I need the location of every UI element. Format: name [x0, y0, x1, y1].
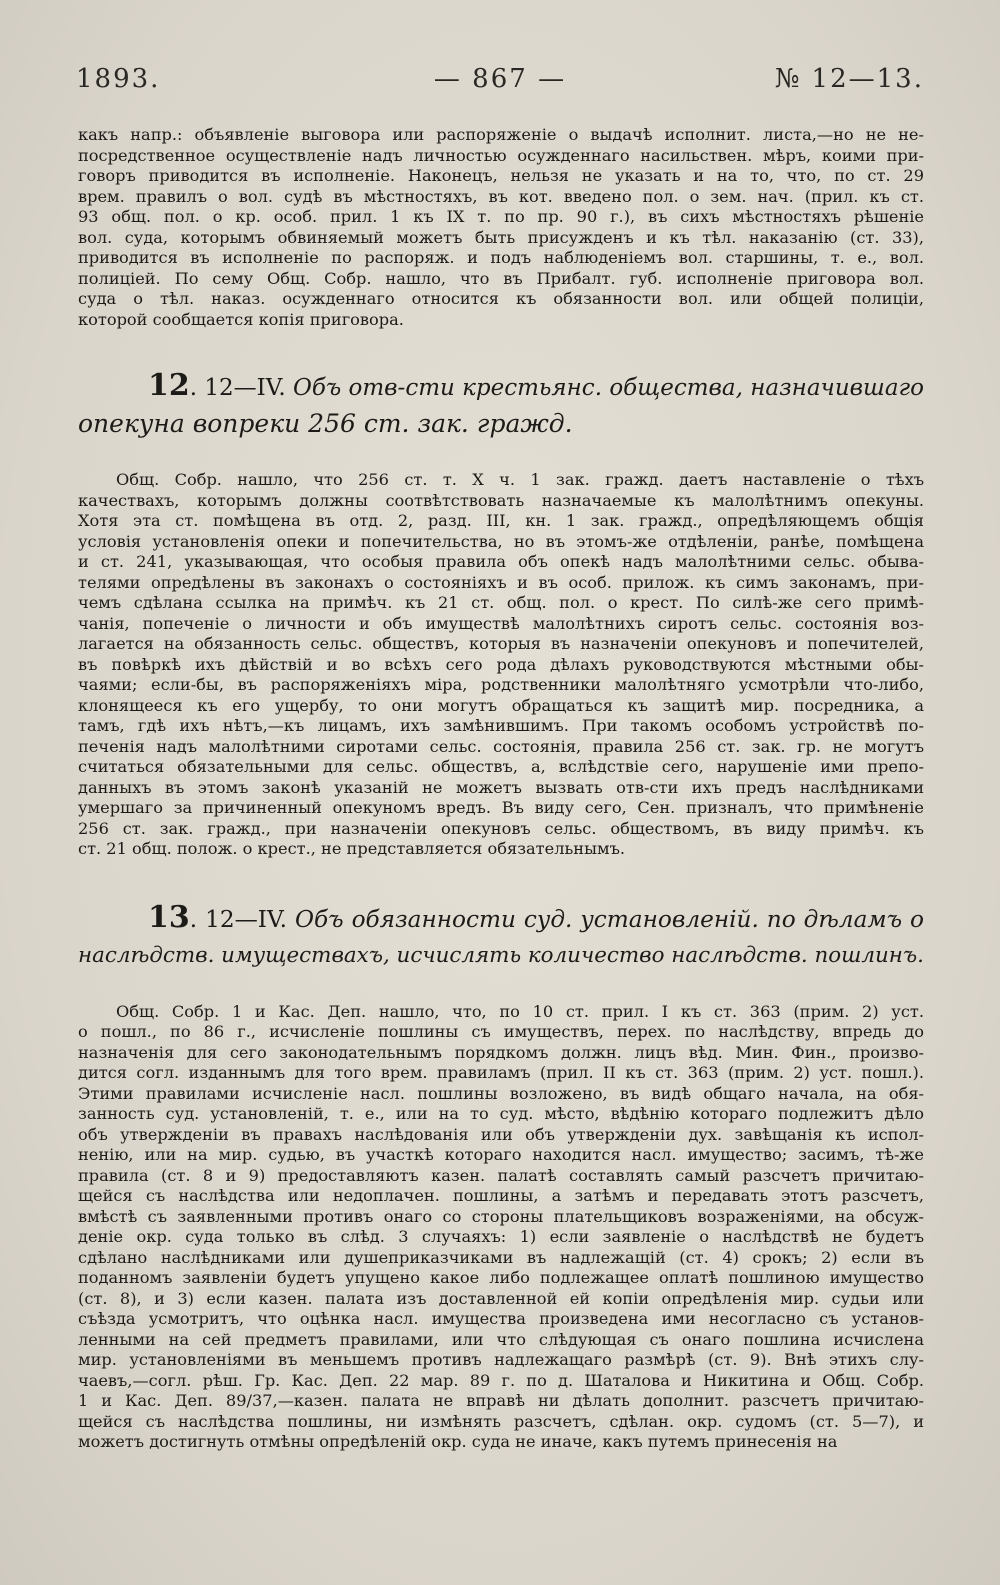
s13-line: поданномъ заявленіи будетъ упущено какое либо подлежащее оплатѣ пошлиною имущество: [78, 1268, 924, 1287]
section-12-title-1: Объ отв-сти крестьянс. общества, назначившаго: [292, 375, 925, 401]
page-header: [76, 64, 924, 104]
s13-line: правила (ст. 8 и 9) предоставляютъ казен. палатѣ составлять самый разсчетъ причитаю-: [78, 1165, 924, 1185]
section-13-date: . 12—IV.: [189, 905, 288, 933]
s12-line: данныхъ въ этомъ законѣ указаній не можетъ вызвать отв-сти ихъ предъ наслѣдниками: [78, 777, 924, 797]
intro-line: посредственное осуществленіе надъ личностью осужденнаго насильствен. мѣръ, коими при-: [78, 145, 924, 165]
s13-line: щейся съ наслѣдства или недоплачен. пошлины, а затѣмъ и передавать этотъ разсчетъ,: [78, 1186, 924, 1205]
section-12-heading-line-1: [78, 368, 924, 406]
section-13-heading: [78, 900, 924, 974]
intro-line: которой сообщается копія приговора.: [78, 309, 404, 329]
intro-line: суда о тѣл. наказ. осужденнаго относится къ обязанности вол. или общей полиціи,: [78, 289, 924, 308]
s12-line: въ повѣркѣ ихъ дѣйствій и во всѣхъ сего рода дѣлахъ руководствуются мѣстными обы-: [78, 654, 924, 674]
s13-line: занность суд. установленій, т. е., или на то суд. мѣсто, вѣдѣнію котораго подлежитъ дѣло: [78, 1104, 924, 1123]
section-12-title-2: опекуна вопреки 256 ст. зак. гражд.: [78, 409, 573, 438]
s13-line: сдѣлано наслѣдниками или душеприказчиками въ надлежащій (ст. 4) срокъ; 2) если въ: [78, 1247, 924, 1267]
section-12-body: [78, 470, 924, 860]
intro-line: 93 общ. пол. о кр. особ. прил. 1 къ IX т. по пр. 90 г.), въ сихъ мѣстностяхъ рѣшеніе: [78, 207, 924, 226]
s13-line: можетъ достигнуть отмѣны опредѣленій окр. суда не иначе, какъ путемъ принесенія на: [78, 1432, 838, 1451]
s13-line: назначенія для сего законодательнымъ порядкомъ должн. лицъ вѣд. Мин. Фин., произво-: [78, 1042, 924, 1062]
section-13-heading-line-1: [78, 900, 924, 938]
s13-line: объ утвержденіи въ правахъ наслѣдованія или объ утвержденіи дух. завѣщанія къ испол-: [78, 1124, 924, 1144]
s12-line: Общ. Собр. нашло, что 256 ст. т. X ч. 1 зак. гражд. даетъ наставленіе о тѣхъ: [116, 470, 924, 489]
s12-line: 256 ст. зак. гражд., при назначеніи опекуновъ сельс. обществомъ, въ виду примѣч. къ: [78, 818, 924, 838]
s13-line: чаевъ,—согл. рѣш. Гр. Кас. Деп. 22 мар. 89 г. по д. Шаталова и Никитина и Общ. Собр.: [78, 1370, 924, 1390]
s12-line: ст. 21 общ. полож. о крест., не представляется обязательнымъ.: [78, 839, 626, 858]
s13-line: о пошл., по 86 г., исчисленіе пошлины съ имуществъ, перех. по наслѣдству, впредь до: [78, 1022, 924, 1041]
s13-line: Общ. Собр. 1 и Кас. Деп. нашло, что, по 10 ст. прил. I къ ст. 363 (прим. 2) уст.: [116, 1001, 924, 1021]
s12-line: умершаго за причиненный опекуномъ вредъ. Въ виду сего, Сен. призналъ, что примѣненіе: [78, 798, 924, 817]
intro-line: какъ напр.: объявленіе выговора или распоряженіе о выдачѣ исполнит. листа,—но не не-: [78, 125, 924, 144]
section-12-number: 12: [148, 368, 190, 403]
page-content: [78, 125, 924, 1453]
s12-line: и ст. 241, указывающая, что особыя правила объ опекѣ надъ малолѣтними сельс. обыва-: [78, 552, 924, 571]
s13-line: вмѣстѣ съ заявленными противъ онаго со стороны плательщиковъ возраженіями, на обсуж-: [78, 1206, 924, 1226]
intro-line: врем. правилъ о вол. судѣ въ мѣстностяхъ, въ кот. введено пол. о зем. нач. (прил. къ ст.: [78, 186, 924, 206]
s13-line: ненію, или на мир. судью, въ участкѣ котораго находится насл. имущество; засимъ, тѣ-же: [78, 1145, 924, 1164]
s12-line: тамъ, гдѣ ихъ нѣтъ,—къ лицамъ, ихъ замѣнившимъ. При такомъ особомъ устройствѣ по-: [78, 716, 924, 735]
s12-line: чанія, попеченіе о личности и объ имуществѣ малолѣтнихъ сиротъ сельс. состоянія воз-: [78, 613, 924, 633]
section-13-title-2: наслѣдств. имуществахъ, исчислять количество наслѣдств. пошлинъ.: [78, 942, 924, 968]
s12-line: телями опредѣлены въ законахъ о состояніяхъ и въ особ. прилож. къ симъ законамъ, при-: [78, 572, 924, 592]
s13-line: съѣзда усмотритъ, что оцѣнка насл. имущества произведена ими несогласно съ установ-: [78, 1309, 924, 1328]
intro-line: вол. суда, которымъ обвиняемый можетъ быть присужденъ и къ тѣл. наказанію (ст. 33),: [78, 227, 924, 247]
s12-line: клонящееся къ его ущербу, то они могутъ обращаться къ защитѣ мир. посредника, а: [78, 695, 924, 715]
s12-line: чемъ сдѣлана ссылка на примѣч. къ 21 ст. общ. пол. о крест. По силѣ-же сего примѣ-: [78, 593, 924, 612]
s12-line: чаями; если-бы, въ распоряженіяхъ міра, родственники малолѣтняго усмотрѣли что-либо,: [78, 675, 924, 694]
s13-line: деніе окр. суда только въ слѣд. 3 случаяхъ: 1) если заявленіе о наслѣдствѣ не будетъ: [78, 1227, 924, 1246]
section-13-number: 13: [148, 899, 190, 935]
header-year: 1893.: [76, 64, 161, 94]
s12-line: лагается на обязанность сельс. обществъ, которыя въ назначеніи опекуновъ и попечителей,: [78, 634, 924, 653]
s13-line: (ст. 8), и 3) если казен. палата изъ доставленной ей копіи опредѣленія мир. судьи или: [78, 1288, 924, 1308]
s13-line: мир. установленіями въ меньшемъ противъ надлежащаго размѣрѣ (ст. 9). Внѣ этихъ слу-: [78, 1350, 924, 1369]
intro-line: говоръ приводится въ исполненіе. Наконецъ, нельзя не указать и на то, что, по ст. 29: [78, 166, 924, 185]
s12-line: условія установленія опеки и попечительства, но въ этомъ-же отдѣленіи, ранѣе, помѣщена: [78, 531, 924, 551]
intro-paragraph: [78, 125, 924, 330]
header-page-number: — 867 —: [433, 64, 567, 94]
s12-line: считаться обязательными для сельс. обществъ, а, вслѣдствіе сего, нарушеніе ими препо-: [78, 757, 924, 776]
s13-line: дится согл. изданнымъ для того врем. правиламъ (прил. II къ ст. 363 (прим. 2) уст. пошл.).: [78, 1063, 924, 1082]
section-12-heading: [78, 368, 924, 442]
s12-line: качествахъ, которымъ должны соотвѣтствовать назначаемые къ малолѣтнимъ опекуны.: [78, 490, 924, 510]
section-12-date: . 12—IV.: [189, 375, 286, 401]
intro-line: приводится въ исполненіе по распоряж. и подъ наблюденіемъ вол. старшины, т. е., вол.: [78, 248, 924, 267]
s13-line: 1 и Кас. Деп. 89/37,—казен. палата не вправѣ ни дѣлать дополнит. разсчетъ причитаю-: [78, 1391, 924, 1410]
s13-line: ленными на сей предметъ правилами, или что слѣдующая съ онаго пошлина исчислена: [78, 1329, 924, 1349]
header-issue-number: № 12—13.: [774, 64, 924, 94]
s12-line: печенія надъ малолѣтними сиротами сельс. состоянія, правила 256 ст. зак. гр. не могутъ: [78, 736, 924, 756]
s13-line: щейся съ наслѣдства пошлины, ни измѣнять разсчетъ, сдѣлан. окр. судомъ (ст. 5—7), и: [78, 1411, 924, 1431]
intro-line: полиціей. По сему Общ. Собр. нашло, что въ Прибалт. губ. исполненіе приговора вол.: [78, 268, 924, 288]
s12-line: Хотя эта ст. помѣщена въ отд. 2, разд. III, кн. 1 зак. гражд., опредѣляющемъ общія: [78, 511, 924, 530]
section-13-body: [78, 1002, 924, 1453]
s13-line: Этими правилами исчисленіе насл. пошлины возложено, въ видѣ общаго начала, на обя-: [78, 1083, 924, 1103]
section-13-title-1: Объ обязанности суд. установленій. по дѣламъ о: [294, 905, 924, 933]
